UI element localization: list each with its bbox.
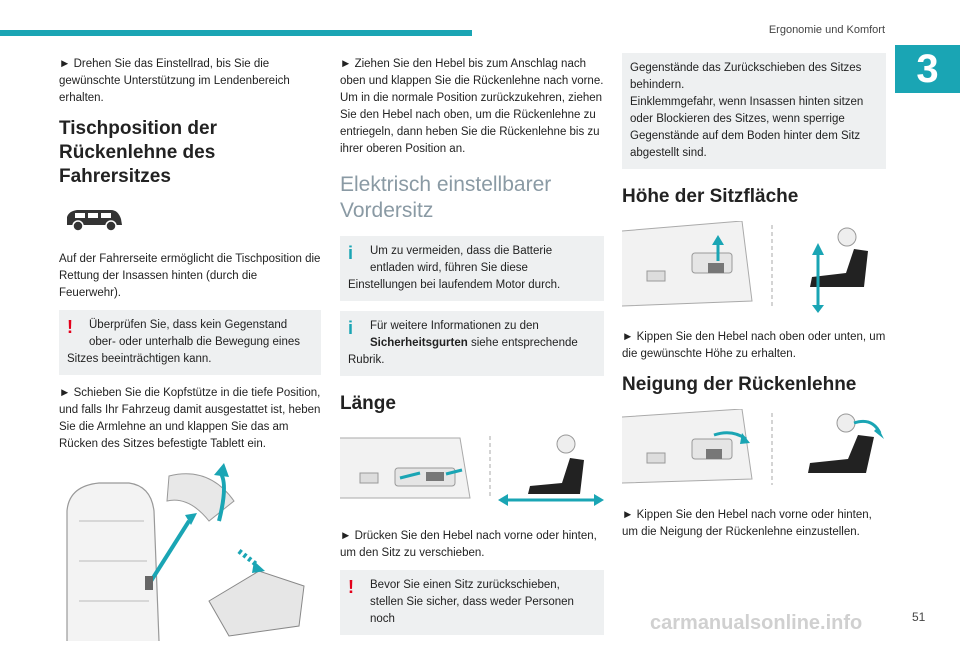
heading-hoehe: Höhe der Sitzfläche	[622, 186, 799, 207]
paragraph: ► Schieben Sie die Kopfstütze in die tiefe Position, und falls Ihr Fahrzeug damit ausgestattet ist, heben Sie die Armlehne an und klappen Sie das am Rücken des Sitzes befestigte Tablett ein.	[59, 387, 321, 450]
header-accent-bar	[0, 30, 472, 36]
info-icon: i	[348, 243, 354, 263]
warning-text: Einklemmgefahr, wenn Insassen hinten sitzen oder Blockieren des Sitzes, wenn sperrige Gegenstände auf dem Boden hinter dem Sitz abgestellt sind.	[630, 96, 864, 159]
warning-icon: !	[348, 577, 354, 597]
warning-icon: !	[67, 317, 73, 337]
warning-box	[59, 310, 321, 375]
heading-tischposition: Tischposition der Rückenlehne des Fahrersitzes	[59, 118, 218, 187]
height-illustration	[622, 221, 886, 319]
seatbelt-link-text: Sicherheitsgurten	[370, 337, 468, 349]
chapter-tab: 3	[895, 45, 960, 93]
paragraph: Auf der Fahrerseite ermöglicht die Tischposition die Rettung der Insassen hinten (durch die Feuerwehr).	[59, 253, 321, 299]
info-box-battery	[340, 236, 604, 301]
section-title: Ergonomie und Komfort	[768, 24, 885, 36]
heading-elektrisch: Elektrisch einstellbarer Vordersitz	[340, 173, 552, 222]
warning-text: Überprüfen Sie, dass kein Gegenstand ober- oder unterhalb die Bewegung eines	[89, 319, 300, 348]
warning-box-continued	[622, 53, 886, 169]
heading-laenge: Länge	[340, 393, 396, 414]
seat-table-illustration	[59, 461, 321, 657]
warning-box	[340, 570, 604, 635]
paragraph: ► Ziehen Sie den Hebel bis zum Anschlag nach oben und klappen Sie die Rückenlehne nach vorne. Um in die normale Position zurückzukehren, ziehen Sie den Hebel nach oben, um die Rückenlehne zu entriegeln, dann heben Sie die Rückenlehne bis zu ihrer oberen Position an.	[340, 58, 604, 155]
column-2	[340, 56, 604, 645]
paragraph: ► Kippen Sie den Hebel nach oben oder unten, um die gewünschte Höhe zu erhalten.	[622, 331, 886, 360]
info-icon: i	[348, 318, 354, 338]
heading-neigung: Neigung der Rückenlehne	[622, 374, 857, 395]
info-text: Für weitere Informationen zu den Sicherheitsgurten siehe entsprechende	[370, 320, 578, 349]
info-text-rest: Rubrik.	[348, 354, 385, 366]
length-illustration	[340, 428, 604, 514]
info-text-rest: Einstellungen bei laufendem Motor durch.	[348, 279, 561, 291]
column-3	[622, 56, 886, 549]
paragraph: ► Drehen Sie das Einstellrad, bis Sie die gewünschte Unterstützung im Lendenbereich erhalten.	[59, 58, 290, 104]
paragraph: ► Kippen Sie den Hebel nach vorne oder hinten, um die Neigung der Rückenlehne einzustellen.	[622, 509, 872, 538]
info-box-seatbelt	[340, 311, 604, 376]
warning-text-rest: Sitzes beeinträchtigen kann.	[67, 353, 212, 365]
paragraph: ► Drücken Sie den Hebel nach vorne oder hinten, um den Sitz zu verschieben.	[340, 530, 597, 559]
info-text: Um zu vermeiden, dass die Batterie entladen wird, führen Sie diese	[370, 245, 553, 274]
warning-text: Gegenstände das Zurückschieben des Sitzes behindern.	[630, 62, 862, 91]
recline-illustration	[622, 409, 886, 493]
van-icon	[63, 207, 321, 239]
watermark: carmanualsonline.info	[650, 612, 863, 634]
page-number: 51	[912, 610, 926, 624]
warning-text: Bevor Sie einen Sitz zurückschieben, stellen Sie sicher, dass weder Personen noch	[370, 579, 574, 625]
column-1	[59, 56, 321, 657]
